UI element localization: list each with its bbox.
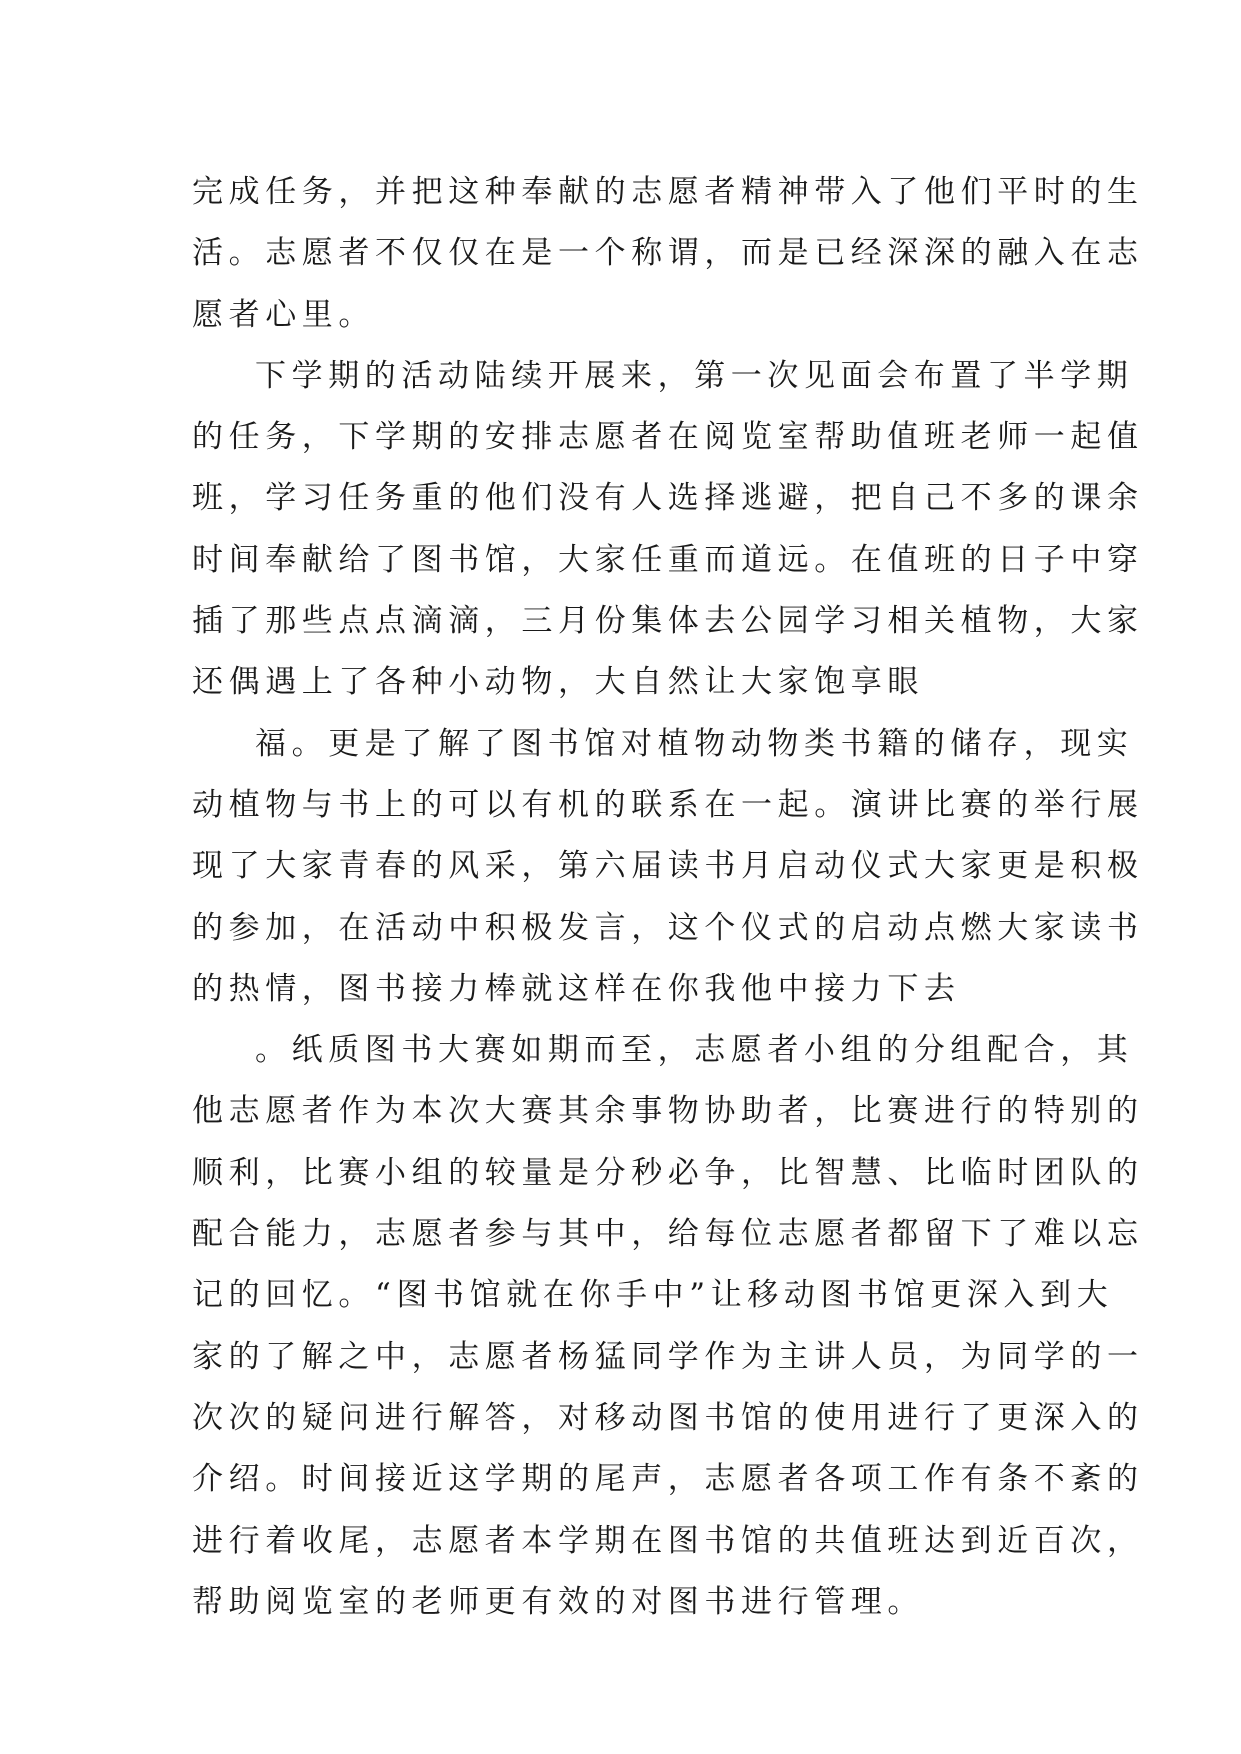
text-line: 家的了解之中，志愿者杨猛同学作为主讲人员，为同学的一: [192, 1338, 1144, 1375]
text-line: 活。志愿者不仅仅在是一个称谓，而是已经深深的融入在志: [192, 235, 1144, 272]
text-line: 配合能力，志愿者参与其中，给每位志愿者都留下了难以忘: [192, 1216, 1144, 1253]
text-line: 下学期的活动陆续开展来，第一次见面会布置了半学期: [255, 357, 1134, 394]
body-text: [192, 162, 1144, 1633]
text-line: 进行着收尾，志愿者本学期在图书馆的共值班达到近百次，: [192, 1522, 1144, 1559]
text-line: 动植物与书上的可以有机的联系在一起。演讲比赛的举行展: [192, 786, 1144, 823]
text-line: 的热情，图书接力棒就这样在你我他中接力下去: [192, 970, 961, 1007]
text-line: 现了大家青春的风采，第六届读书月启动仪式大家更是积极: [192, 848, 1144, 885]
text-line: 的参加，在活动中积极发言，这个仪式的启动点燃大家读书: [192, 909, 1144, 946]
text-line: 插了那些点点滴滴，三月份集体去公园学习相关植物，大家: [192, 603, 1144, 640]
text-line: 介绍。时间接近这学期的尾声，志愿者各项工作有条不紊的: [192, 1461, 1144, 1498]
text-line: 还偶遇上了各种小动物，大自然让大家饱享眼: [192, 664, 924, 701]
text-line: 愿者心里。: [192, 296, 375, 333]
text-line: 。纸质图书大赛如期而至，志愿者小组的分组配合，其: [255, 1032, 1134, 1069]
text-line: 次次的疑问进行解答，对移动图书馆的使用进行了更深入的: [192, 1399, 1144, 1436]
text-line: 帮助阅览室的老师更有效的对图书进行管理。: [192, 1583, 924, 1620]
text-line: 记的回忆。“图书馆就在你手中”让移动图书馆更深入到大: [192, 1277, 1114, 1314]
text-line: 福。更是了解了图书馆对植物动物类书籍的储存，现实: [255, 725, 1134, 762]
text-line: 完成任务，并把这种奉献的志愿者精神带入了他们平时的生: [192, 174, 1144, 210]
text-line: 时间奉献给了图书馆，大家任重而道远。在值班的日子中穿: [192, 541, 1144, 578]
text-line: 的任务，下学期的安排志愿者在阅览室帮助值班老师一起值: [192, 419, 1144, 456]
text-line: 顺利，比赛小组的较量是分秒必争，比智慧、比临时团队的: [192, 1154, 1144, 1191]
text-line: 班，学习任务重的他们没有人选择逃避，把自己不多的课余: [192, 480, 1144, 517]
text-line: 他志愿者作为本次大赛其余事物协助者，比赛进行的特别的: [192, 1093, 1144, 1130]
